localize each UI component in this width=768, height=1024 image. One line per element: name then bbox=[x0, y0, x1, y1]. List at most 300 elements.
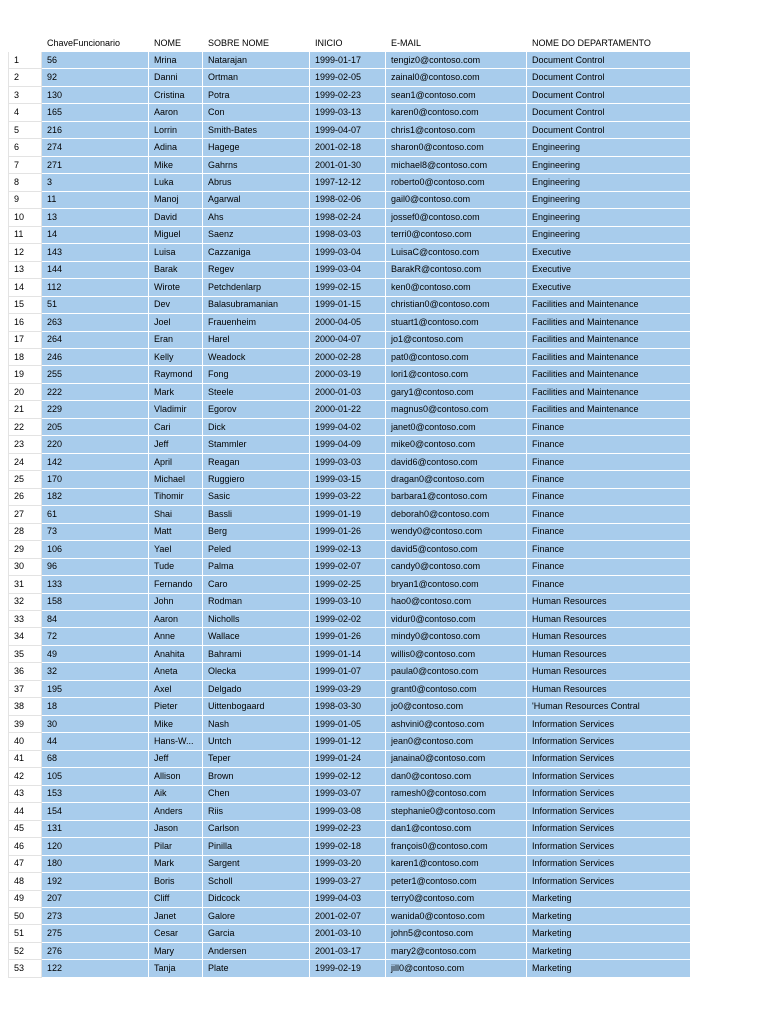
nome-cell[interactable]: Michael bbox=[149, 471, 203, 488]
table-row[interactable] bbox=[9, 838, 691, 855]
chave-cell[interactable]: 276 bbox=[42, 942, 149, 959]
departamento-cell[interactable]: Executive bbox=[527, 261, 691, 278]
nome-cell[interactable]: Barak bbox=[149, 261, 203, 278]
chave-cell[interactable]: 192 bbox=[42, 873, 149, 890]
chave-cell[interactable]: 275 bbox=[42, 925, 149, 942]
email-cell[interactable]: dragan0@contoso.com bbox=[386, 471, 527, 488]
departamento-cell[interactable]: Finance bbox=[527, 488, 691, 505]
row-number[interactable]: 34 bbox=[9, 628, 42, 645]
nome-cell[interactable]: Joel bbox=[149, 314, 203, 331]
row-number[interactable]: 25 bbox=[9, 471, 42, 488]
row-number[interactable]: 41 bbox=[9, 750, 42, 767]
chave-cell[interactable]: 165 bbox=[42, 104, 149, 121]
row-number[interactable]: 21 bbox=[9, 401, 42, 418]
sobrenome-cell[interactable]: Andersen bbox=[203, 942, 310, 959]
email-cell[interactable]: wendy0@contoso.com bbox=[386, 523, 527, 540]
email-cell[interactable]: janet0@contoso.com bbox=[386, 418, 527, 435]
row-number[interactable]: 48 bbox=[9, 873, 42, 890]
column-header-sobre-nome[interactable]: SOBRE NOME bbox=[203, 35, 310, 52]
sobrenome-cell[interactable]: Dick bbox=[203, 418, 310, 435]
table-row[interactable] bbox=[9, 873, 691, 890]
email-cell[interactable]: peter1@contoso.com bbox=[386, 873, 527, 890]
nome-cell[interactable]: Axel bbox=[149, 680, 203, 697]
nome-cell[interactable]: Anahita bbox=[149, 645, 203, 662]
nome-cell[interactable]: Mark bbox=[149, 855, 203, 872]
chave-cell[interactable]: 133 bbox=[42, 576, 149, 593]
table-row[interactable] bbox=[9, 855, 691, 872]
departamento-cell[interactable]: Information Services bbox=[527, 733, 691, 750]
sobrenome-cell[interactable]: Riis bbox=[203, 803, 310, 820]
sobrenome-cell[interactable]: Galore bbox=[203, 907, 310, 924]
chave-cell[interactable]: 30 bbox=[42, 715, 149, 732]
row-number[interactable]: 12 bbox=[9, 244, 42, 261]
email-cell[interactable]: chris1@contoso.com bbox=[386, 121, 527, 138]
email-cell[interactable]: LuisaC@contoso.com bbox=[386, 244, 527, 261]
chave-cell[interactable]: 14 bbox=[42, 226, 149, 243]
nome-cell[interactable]: Anders bbox=[149, 803, 203, 820]
chave-cell[interactable]: 92 bbox=[42, 69, 149, 86]
email-cell[interactable]: jill0@contoso.com bbox=[386, 960, 527, 977]
table-row[interactable] bbox=[9, 279, 691, 296]
sobrenome-cell[interactable]: Rodman bbox=[203, 593, 310, 610]
email-cell[interactable]: christian0@contoso.com bbox=[386, 296, 527, 313]
sobrenome-cell[interactable]: Nicholls bbox=[203, 611, 310, 628]
row-number[interactable]: 35 bbox=[9, 645, 42, 662]
departamento-cell[interactable]: Document Control bbox=[527, 52, 691, 69]
inicio-cell[interactable]: 1998-03-03 bbox=[310, 226, 386, 243]
departamento-cell[interactable]: Engineering bbox=[527, 209, 691, 226]
table-row[interactable] bbox=[9, 523, 691, 540]
nome-cell[interactable]: Adina bbox=[149, 139, 203, 156]
departamento-cell[interactable]: Information Services bbox=[527, 768, 691, 785]
inicio-cell[interactable]: 1999-04-03 bbox=[310, 890, 386, 907]
sobrenome-cell[interactable]: Caro bbox=[203, 576, 310, 593]
sobrenome-cell[interactable]: Plate bbox=[203, 960, 310, 977]
departamento-cell[interactable]: Facilities and Maintenance bbox=[527, 383, 691, 400]
nome-cell[interactable]: Luka bbox=[149, 174, 203, 191]
inicio-cell[interactable]: 1999-03-20 bbox=[310, 855, 386, 872]
departamento-cell[interactable]: Human Resources bbox=[527, 628, 691, 645]
email-cell[interactable]: willis0@contoso.com bbox=[386, 645, 527, 662]
inicio-cell[interactable]: 1999-02-12 bbox=[310, 768, 386, 785]
chave-cell[interactable]: 49 bbox=[42, 645, 149, 662]
chave-cell[interactable]: 222 bbox=[42, 383, 149, 400]
sobrenome-cell[interactable]: Carlson bbox=[203, 820, 310, 837]
sobrenome-cell[interactable]: Chen bbox=[203, 785, 310, 802]
row-number[interactable]: 20 bbox=[9, 383, 42, 400]
sobrenome-cell[interactable]: Didcock bbox=[203, 890, 310, 907]
email-cell[interactable]: jean0@contoso.com bbox=[386, 733, 527, 750]
inicio-cell[interactable]: 1999-03-10 bbox=[310, 593, 386, 610]
table-row[interactable] bbox=[9, 366, 691, 383]
departamento-cell[interactable]: Marketing bbox=[527, 960, 691, 977]
chave-cell[interactable]: 144 bbox=[42, 261, 149, 278]
inicio-cell[interactable]: 2001-01-30 bbox=[310, 156, 386, 173]
sobrenome-cell[interactable]: Ahs bbox=[203, 209, 310, 226]
nome-cell[interactable]: Mike bbox=[149, 715, 203, 732]
email-cell[interactable]: karen1@contoso.com bbox=[386, 855, 527, 872]
table-row[interactable] bbox=[9, 628, 691, 645]
email-cell[interactable]: vidur0@contoso.com bbox=[386, 611, 527, 628]
chave-cell[interactable]: 56 bbox=[42, 52, 149, 69]
sobrenome-cell[interactable]: Gahrns bbox=[203, 156, 310, 173]
inicio-cell[interactable]: 1999-03-04 bbox=[310, 244, 386, 261]
email-cell[interactable]: david6@contoso.com bbox=[386, 453, 527, 470]
nome-cell[interactable]: Mark bbox=[149, 383, 203, 400]
chave-cell[interactable]: 274 bbox=[42, 139, 149, 156]
inicio-cell[interactable]: 2001-02-07 bbox=[310, 907, 386, 924]
chave-cell[interactable]: 216 bbox=[42, 121, 149, 138]
row-number[interactable]: 10 bbox=[9, 209, 42, 226]
chave-cell[interactable]: 273 bbox=[42, 907, 149, 924]
table-row[interactable] bbox=[9, 506, 691, 523]
sobrenome-cell[interactable]: Smith-Bates bbox=[203, 121, 310, 138]
table-row[interactable] bbox=[9, 611, 691, 628]
table-row[interactable] bbox=[9, 925, 691, 942]
email-cell[interactable]: candy0@contoso.com bbox=[386, 558, 527, 575]
row-number[interactable]: 17 bbox=[9, 331, 42, 348]
table-row[interactable] bbox=[9, 453, 691, 470]
table-row[interactable] bbox=[9, 261, 691, 278]
row-number[interactable]: 11 bbox=[9, 226, 42, 243]
sobrenome-cell[interactable]: Teper bbox=[203, 750, 310, 767]
inicio-cell[interactable]: 1999-02-23 bbox=[310, 820, 386, 837]
departamento-cell[interactable]: Marketing bbox=[527, 890, 691, 907]
chave-cell[interactable]: 84 bbox=[42, 611, 149, 628]
table-row[interactable] bbox=[9, 733, 691, 750]
sobrenome-cell[interactable]: Hagege bbox=[203, 139, 310, 156]
nome-cell[interactable]: Luisa bbox=[149, 244, 203, 261]
row-number[interactable]: 52 bbox=[9, 942, 42, 959]
row-number[interactable]: 44 bbox=[9, 803, 42, 820]
departamento-cell[interactable]: Facilities and Maintenance bbox=[527, 348, 691, 365]
chave-cell[interactable]: 271 bbox=[42, 156, 149, 173]
email-cell[interactable]: jo0@contoso.com bbox=[386, 698, 527, 715]
inicio-cell[interactable]: 1999-03-29 bbox=[310, 680, 386, 697]
departamento-cell[interactable]: Document Control bbox=[527, 104, 691, 121]
departamento-cell[interactable]: Information Services bbox=[527, 820, 691, 837]
email-cell[interactable]: ramesh0@contoso.com bbox=[386, 785, 527, 802]
inicio-cell[interactable]: 2000-01-22 bbox=[310, 401, 386, 418]
chave-cell[interactable]: 120 bbox=[42, 838, 149, 855]
row-number[interactable]: 24 bbox=[9, 453, 42, 470]
column-header-email[interactable]: E-MAIL bbox=[386, 35, 527, 52]
inicio-cell[interactable]: 1999-03-07 bbox=[310, 785, 386, 802]
inicio-cell[interactable]: 2000-04-07 bbox=[310, 331, 386, 348]
row-number[interactable]: 9 bbox=[9, 191, 42, 208]
email-cell[interactable]: deborah0@contoso.com bbox=[386, 506, 527, 523]
table-row[interactable] bbox=[9, 69, 691, 86]
nome-cell[interactable]: Jeff bbox=[149, 750, 203, 767]
sobrenome-cell[interactable]: Olecka bbox=[203, 663, 310, 680]
row-number[interactable]: 5 bbox=[9, 121, 42, 138]
inicio-cell[interactable]: 1999-03-03 bbox=[310, 453, 386, 470]
row-number[interactable]: 8 bbox=[9, 174, 42, 191]
nome-cell[interactable]: Tanja bbox=[149, 960, 203, 977]
inicio-cell[interactable]: 1997-12-12 bbox=[310, 174, 386, 191]
nome-cell[interactable]: Janet bbox=[149, 907, 203, 924]
row-number[interactable]: 40 bbox=[9, 733, 42, 750]
row-number[interactable]: 6 bbox=[9, 139, 42, 156]
email-cell[interactable]: mindy0@contoso.com bbox=[386, 628, 527, 645]
email-cell[interactable]: terri0@contoso.com bbox=[386, 226, 527, 243]
inicio-cell[interactable]: 1999-02-05 bbox=[310, 69, 386, 86]
sobrenome-cell[interactable]: Petchdenlarp bbox=[203, 279, 310, 296]
chave-cell[interactable]: 170 bbox=[42, 471, 149, 488]
email-cell[interactable]: janaina0@contoso.com bbox=[386, 750, 527, 767]
nome-cell[interactable]: Kelly bbox=[149, 348, 203, 365]
nome-cell[interactable]: Cari bbox=[149, 418, 203, 435]
row-number[interactable]: 47 bbox=[9, 855, 42, 872]
sobrenome-cell[interactable]: Peled bbox=[203, 541, 310, 558]
row-number[interactable]: 31 bbox=[9, 576, 42, 593]
row-number[interactable]: 29 bbox=[9, 541, 42, 558]
row-number[interactable]: 3 bbox=[9, 86, 42, 103]
departamento-cell[interactable]: Engineering bbox=[527, 191, 691, 208]
chave-cell[interactable]: 195 bbox=[42, 680, 149, 697]
row-number[interactable]: 13 bbox=[9, 261, 42, 278]
row-number[interactable]: 42 bbox=[9, 768, 42, 785]
chave-cell[interactable]: 13 bbox=[42, 209, 149, 226]
sobrenome-cell[interactable]: Ruggiero bbox=[203, 471, 310, 488]
inicio-cell[interactable]: 1999-02-07 bbox=[310, 558, 386, 575]
email-cell[interactable]: ashvini0@contoso.com bbox=[386, 715, 527, 732]
chave-cell[interactable]: 61 bbox=[42, 506, 149, 523]
chave-cell[interactable]: 255 bbox=[42, 366, 149, 383]
email-cell[interactable]: michael8@contoso.com bbox=[386, 156, 527, 173]
email-cell[interactable]: françois0@contoso.com bbox=[386, 838, 527, 855]
departamento-cell[interactable]: Finance bbox=[527, 418, 691, 435]
email-cell[interactable]: hao0@contoso.com bbox=[386, 593, 527, 610]
chave-cell[interactable]: 122 bbox=[42, 960, 149, 977]
column-header-departamento[interactable]: NOME DO DEPARTAMENTO bbox=[527, 35, 691, 52]
departamento-cell[interactable]: Executive bbox=[527, 279, 691, 296]
sobrenome-cell[interactable]: Regev bbox=[203, 261, 310, 278]
inicio-cell[interactable]: 1999-02-15 bbox=[310, 279, 386, 296]
row-number[interactable]: 16 bbox=[9, 314, 42, 331]
row-number[interactable]: 30 bbox=[9, 558, 42, 575]
nome-cell[interactable]: Tihomir bbox=[149, 488, 203, 505]
nome-cell[interactable]: Jeff bbox=[149, 436, 203, 453]
table-row[interactable] bbox=[9, 139, 691, 156]
nome-cell[interactable]: Anne bbox=[149, 628, 203, 645]
departamento-cell[interactable]: Finance bbox=[527, 453, 691, 470]
departamento-cell[interactable]: Executive bbox=[527, 244, 691, 261]
nome-cell[interactable]: Fernando bbox=[149, 576, 203, 593]
sobrenome-cell[interactable]: Bassli bbox=[203, 506, 310, 523]
email-cell[interactable]: stuart1@contoso.com bbox=[386, 314, 527, 331]
sobrenome-cell[interactable]: Fong bbox=[203, 366, 310, 383]
nome-cell[interactable]: Lorrin bbox=[149, 121, 203, 138]
table-row[interactable] bbox=[9, 471, 691, 488]
inicio-cell[interactable]: 1999-01-24 bbox=[310, 750, 386, 767]
sobrenome-cell[interactable]: Palma bbox=[203, 558, 310, 575]
departamento-cell[interactable]: Facilities and Maintenance bbox=[527, 296, 691, 313]
departamento-cell[interactable]: Information Services bbox=[527, 785, 691, 802]
table-row[interactable] bbox=[9, 174, 691, 191]
inicio-cell[interactable]: 1999-01-07 bbox=[310, 663, 386, 680]
row-number[interactable]: 1 bbox=[9, 52, 42, 69]
sobrenome-cell[interactable]: Stammler bbox=[203, 436, 310, 453]
inicio-cell[interactable]: 1999-01-26 bbox=[310, 628, 386, 645]
nome-cell[interactable]: Pilar bbox=[149, 838, 203, 855]
inicio-cell[interactable]: 2000-04-05 bbox=[310, 314, 386, 331]
row-number[interactable]: 19 bbox=[9, 366, 42, 383]
row-number[interactable]: 49 bbox=[9, 890, 42, 907]
departamento-cell[interactable]: Marketing bbox=[527, 907, 691, 924]
row-number[interactable]: 39 bbox=[9, 715, 42, 732]
table-row[interactable] bbox=[9, 890, 691, 907]
table-row[interactable] bbox=[9, 715, 691, 732]
chave-cell[interactable]: 106 bbox=[42, 541, 149, 558]
chave-cell[interactable]: 143 bbox=[42, 244, 149, 261]
email-cell[interactable]: wanida0@contoso.com bbox=[386, 907, 527, 924]
row-number[interactable]: 53 bbox=[9, 960, 42, 977]
chave-cell[interactable]: 112 bbox=[42, 279, 149, 296]
email-cell[interactable]: sharon0@contoso.com bbox=[386, 139, 527, 156]
sobrenome-cell[interactable]: Scholl bbox=[203, 873, 310, 890]
chave-cell[interactable]: 11 bbox=[42, 191, 149, 208]
chave-cell[interactable]: 51 bbox=[42, 296, 149, 313]
inicio-cell[interactable]: 2000-01-03 bbox=[310, 383, 386, 400]
inicio-cell[interactable]: 1999-02-19 bbox=[310, 960, 386, 977]
chave-cell[interactable]: 72 bbox=[42, 628, 149, 645]
table-row[interactable] bbox=[9, 52, 691, 69]
table-row[interactable] bbox=[9, 209, 691, 226]
sobrenome-cell[interactable]: Saenz bbox=[203, 226, 310, 243]
nome-cell[interactable]: Aneta bbox=[149, 663, 203, 680]
nome-cell[interactable]: Raymond bbox=[149, 366, 203, 383]
departamento-cell[interactable]: Finance bbox=[527, 471, 691, 488]
nome-cell[interactable]: Danni bbox=[149, 69, 203, 86]
email-cell[interactable]: jo1@contoso.com bbox=[386, 331, 527, 348]
inicio-cell[interactable]: 1999-01-14 bbox=[310, 645, 386, 662]
sobrenome-cell[interactable]: Weadock bbox=[203, 348, 310, 365]
table-row[interactable] bbox=[9, 820, 691, 837]
chave-cell[interactable]: 154 bbox=[42, 803, 149, 820]
sobrenome-cell[interactable]: Cazzaniga bbox=[203, 244, 310, 261]
inicio-cell[interactable]: 1999-01-26 bbox=[310, 523, 386, 540]
departamento-cell[interactable]: 'Human Resources Contral bbox=[527, 698, 691, 715]
email-cell[interactable]: pat0@contoso.com bbox=[386, 348, 527, 365]
inicio-cell[interactable]: 1999-04-09 bbox=[310, 436, 386, 453]
table-row[interactable] bbox=[9, 663, 691, 680]
departamento-cell[interactable]: Finance bbox=[527, 576, 691, 593]
email-cell[interactable]: terry0@contoso.com bbox=[386, 890, 527, 907]
email-cell[interactable]: dan1@contoso.com bbox=[386, 820, 527, 837]
departamento-cell[interactable]: Facilities and Maintenance bbox=[527, 366, 691, 383]
chave-cell[interactable]: 105 bbox=[42, 768, 149, 785]
departamento-cell[interactable]: Engineering bbox=[527, 139, 691, 156]
departamento-cell[interactable]: Facilities and Maintenance bbox=[527, 331, 691, 348]
table-row[interactable] bbox=[9, 383, 691, 400]
sobrenome-cell[interactable]: Egorov bbox=[203, 401, 310, 418]
nome-cell[interactable]: Manoj bbox=[149, 191, 203, 208]
table-row[interactable] bbox=[9, 348, 691, 365]
table-row[interactable] bbox=[9, 314, 691, 331]
table-row[interactable] bbox=[9, 907, 691, 924]
nome-cell[interactable]: Boris bbox=[149, 873, 203, 890]
row-number[interactable]: 36 bbox=[9, 663, 42, 680]
inicio-cell[interactable]: 1999-03-15 bbox=[310, 471, 386, 488]
table-row[interactable] bbox=[9, 296, 691, 313]
sobrenome-cell[interactable]: Reagan bbox=[203, 453, 310, 470]
nome-cell[interactable]: John bbox=[149, 593, 203, 610]
row-number[interactable]: 38 bbox=[9, 698, 42, 715]
inicio-cell[interactable]: 1999-04-02 bbox=[310, 418, 386, 435]
email-cell[interactable]: david5@contoso.com bbox=[386, 541, 527, 558]
sobrenome-cell[interactable]: Uittenbogaard bbox=[203, 698, 310, 715]
chave-cell[interactable]: 153 bbox=[42, 785, 149, 802]
nome-cell[interactable]: Jason bbox=[149, 820, 203, 837]
email-cell[interactable]: stephanie0@contoso.com bbox=[386, 803, 527, 820]
email-cell[interactable]: mike0@contoso.com bbox=[386, 436, 527, 453]
departamento-cell[interactable]: Finance bbox=[527, 541, 691, 558]
table-row[interactable] bbox=[9, 680, 691, 697]
email-cell[interactable]: magnus0@contoso.com bbox=[386, 401, 527, 418]
departamento-cell[interactable]: Marketing bbox=[527, 942, 691, 959]
sobrenome-cell[interactable]: Wallace bbox=[203, 628, 310, 645]
sobrenome-cell[interactable]: Con bbox=[203, 104, 310, 121]
nome-cell[interactable]: Aik bbox=[149, 785, 203, 802]
email-cell[interactable]: karen0@contoso.com bbox=[386, 104, 527, 121]
nome-cell[interactable]: Mike bbox=[149, 156, 203, 173]
row-number[interactable]: 27 bbox=[9, 506, 42, 523]
inicio-cell[interactable]: 1999-01-17 bbox=[310, 52, 386, 69]
chave-cell[interactable]: 229 bbox=[42, 401, 149, 418]
sobrenome-cell[interactable]: Agarwal bbox=[203, 191, 310, 208]
email-cell[interactable]: BarakR@contoso.com bbox=[386, 261, 527, 278]
row-number[interactable]: 32 bbox=[9, 593, 42, 610]
table-row[interactable] bbox=[9, 750, 691, 767]
sobrenome-cell[interactable]: Sasic bbox=[203, 488, 310, 505]
nome-cell[interactable]: Shai bbox=[149, 506, 203, 523]
nome-cell[interactable]: Eran bbox=[149, 331, 203, 348]
table-row[interactable] bbox=[9, 436, 691, 453]
row-number[interactable]: 14 bbox=[9, 279, 42, 296]
inicio-cell[interactable]: 1998-02-24 bbox=[310, 209, 386, 226]
nome-cell[interactable]: Miguel bbox=[149, 226, 203, 243]
departamento-cell[interactable]: Facilities and Maintenance bbox=[527, 401, 691, 418]
inicio-cell[interactable]: 1998-02-06 bbox=[310, 191, 386, 208]
departamento-cell[interactable]: Human Resources bbox=[527, 593, 691, 610]
nome-cell[interactable]: Yael bbox=[149, 541, 203, 558]
row-number[interactable]: 22 bbox=[9, 418, 42, 435]
chave-cell[interactable]: 263 bbox=[42, 314, 149, 331]
nome-cell[interactable]: Tude bbox=[149, 558, 203, 575]
sobrenome-cell[interactable]: Garcia bbox=[203, 925, 310, 942]
sobrenome-cell[interactable]: Sargent bbox=[203, 855, 310, 872]
chave-cell[interactable]: 246 bbox=[42, 348, 149, 365]
sobrenome-cell[interactable]: Potra bbox=[203, 86, 310, 103]
departamento-cell[interactable]: Information Services bbox=[527, 803, 691, 820]
inicio-cell[interactable]: 1999-02-25 bbox=[310, 576, 386, 593]
table-row[interactable] bbox=[9, 576, 691, 593]
inicio-cell[interactable]: 2001-02-18 bbox=[310, 139, 386, 156]
nome-cell[interactable]: Dev bbox=[149, 296, 203, 313]
table-row[interactable] bbox=[9, 488, 691, 505]
chave-cell[interactable]: 130 bbox=[42, 86, 149, 103]
nome-cell[interactable]: Cesar bbox=[149, 925, 203, 942]
inicio-cell[interactable]: 1999-03-04 bbox=[310, 261, 386, 278]
sobrenome-cell[interactable]: Berg bbox=[203, 523, 310, 540]
inicio-cell[interactable]: 1999-01-19 bbox=[310, 506, 386, 523]
chave-cell[interactable]: 205 bbox=[42, 418, 149, 435]
departamento-cell[interactable]: Information Services bbox=[527, 873, 691, 890]
table-row[interactable] bbox=[9, 942, 691, 959]
nome-cell[interactable]: Hans-W... bbox=[149, 733, 203, 750]
table-row[interactable] bbox=[9, 191, 691, 208]
